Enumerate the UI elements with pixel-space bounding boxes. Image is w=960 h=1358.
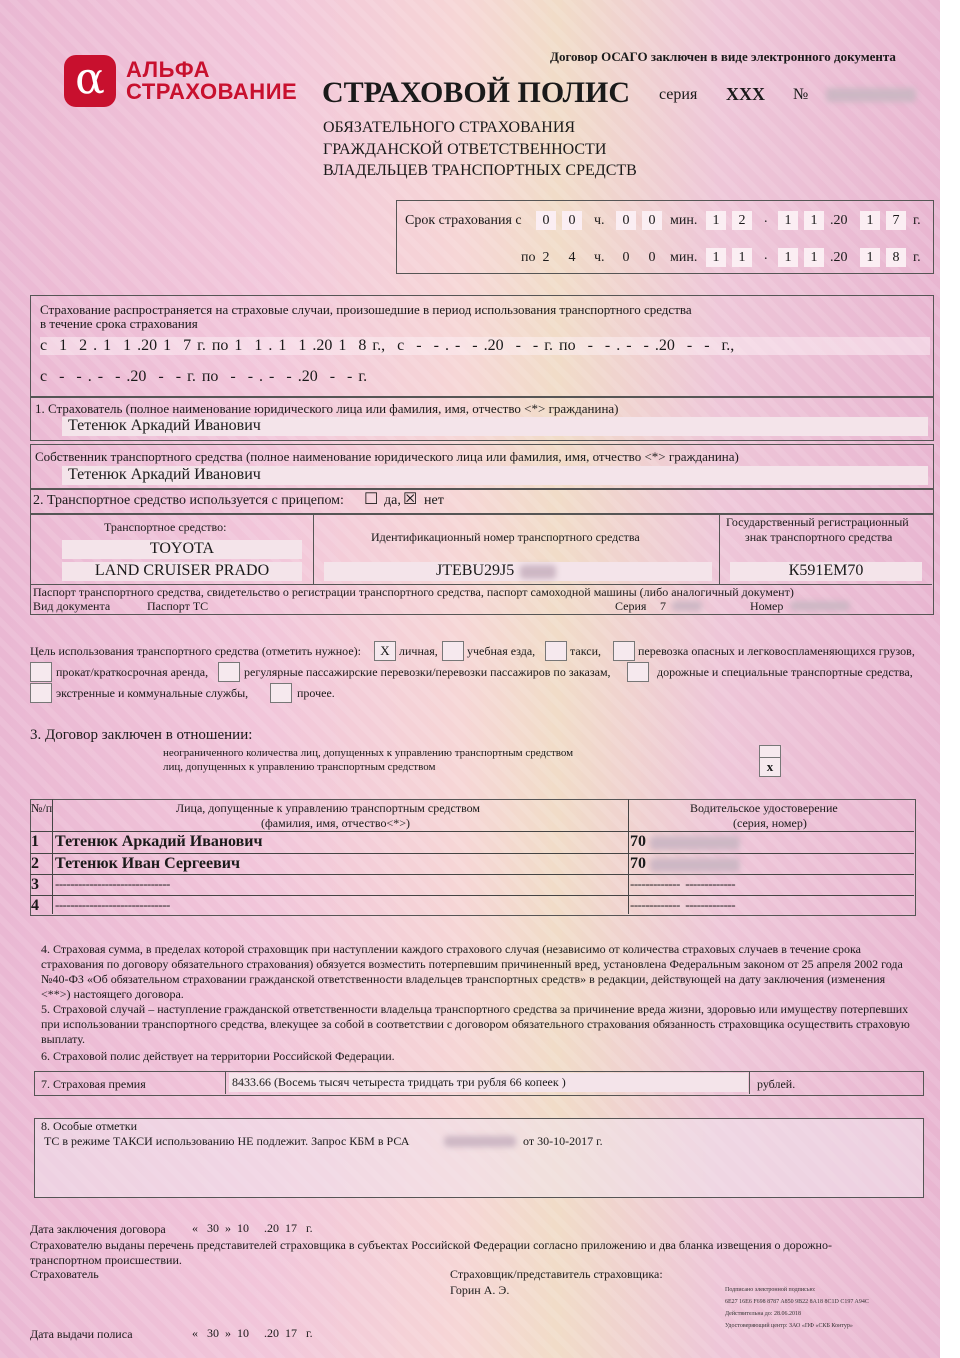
term-to-day-2: 1 bbox=[732, 248, 752, 267]
driver-num: 3 bbox=[31, 876, 39, 893]
purpose-passenger-checkbox[interactable] bbox=[218, 662, 240, 682]
driver-license: 70 bbox=[630, 855, 646, 872]
term-to-hour-label: ч. bbox=[594, 250, 605, 265]
vehicle-col2-header: Идентификационный номер транспортного средства bbox=[371, 530, 640, 544]
term-to-day-1: 1 bbox=[706, 248, 726, 267]
special-notes-text-after: от 30-10-2017 г. bbox=[523, 1134, 603, 1148]
doc-series-redacted bbox=[672, 601, 702, 611]
purpose-emergency-checkbox[interactable] bbox=[30, 683, 52, 703]
license-redacted bbox=[650, 858, 740, 872]
term-from-min-label: мин. bbox=[670, 213, 698, 228]
insured-signature-label: Страхователь bbox=[30, 1267, 99, 1281]
term-to-year-2: 8 bbox=[886, 248, 906, 267]
drivers-col-license-line1: Водительское удостоверение bbox=[690, 801, 838, 815]
issue-date-label: Дата выдачи полиса bbox=[30, 1327, 133, 1341]
doc-number-redacted bbox=[790, 601, 850, 611]
issue-date: « 30 » 10 .20 17 г. bbox=[192, 1326, 313, 1340]
page-title: СТРАХОВОЙ ПОЛИС bbox=[322, 76, 631, 109]
drivers-col-num: №/п bbox=[31, 801, 53, 815]
brand-line1: АЛЬФА bbox=[126, 57, 211, 82]
term-to-year-label: г. bbox=[913, 250, 921, 265]
esign-line2: 6E27 16E6 F698 8787 A850 9B22 8A18 8C1D C197 A94C bbox=[725, 1299, 869, 1305]
contract-date: « 30 » 10 .20 17 г. bbox=[192, 1221, 313, 1235]
driver-name: Тетенюк Аркадий Иванович bbox=[55, 833, 263, 850]
esign-line4: Удостоверяющий центр: ЗАО «ПФ «СКБ Контур» bbox=[725, 1323, 853, 1329]
term-from-hour-1: 0 bbox=[536, 211, 556, 230]
driver-name: Тетенюк Иван Сергеевич bbox=[55, 855, 240, 872]
vehicle-model: LAND CRUISER PRADO bbox=[62, 562, 302, 581]
purpose-road-checkbox[interactable] bbox=[627, 662, 649, 682]
purpose-personal-checkbox[interactable]: X bbox=[374, 641, 396, 661]
insurer-name: Тетенюк Аркадий Иванович bbox=[62, 417, 928, 436]
term-from-year-prefix: .20 bbox=[830, 213, 848, 228]
purpose-training-checkbox[interactable] bbox=[442, 641, 464, 661]
contract-title: 3. Договор заключен в отношении: bbox=[30, 727, 253, 743]
term-from-year-1: 1 bbox=[860, 211, 880, 230]
term-from-day-2: 2 bbox=[732, 211, 752, 230]
subtitle-3: ВЛАДЕЛЬЦЕВ ТРАНСПОРТНЫХ СРЕДСТВ bbox=[323, 162, 637, 179]
clause-4: 4. Страховая сумма, в пределах которой страховщик при наступлении каждого страхового случая (независимо от количества страховых случаев в течение срока страхования по договору обязательного страхования) обязуется возместить потерпевшим причиненный вред, установлена Федеральным законом от 25 апреля 2002 года №40-ФЗ «Об обязательном страховании гражданской ответственности владельцев транспортных средств» в редакции, действующей на дату заключения (изменения <**>) настоящего договора. bbox=[41, 942, 903, 1001]
purpose-rental-label: прокат/краткосрочная аренда, bbox=[56, 665, 209, 679]
purpose-dangerous-checkbox[interactable] bbox=[613, 641, 635, 661]
usage-period-row1: с 1 2 . 1 1 .20 1 7 г. по 1 1 . 1 1 .20 1 8 г., с - - . - - .20 - - г. по - - . - - .20 - - г., bbox=[40, 337, 930, 355]
term-from-hour-label: ч. bbox=[594, 213, 605, 228]
driver-license: 70 bbox=[630, 833, 646, 850]
insurer-label: 1. Страхователь (полное наименование юридического лица или фамилия, имя, отчество <*> гражданина) bbox=[35, 401, 619, 416]
purpose-label: Цель использования транспортного средства (отметить нужное): bbox=[30, 644, 361, 658]
owner-label: Собственник транспортного средства (полное наименование юридического лица или фамилия, имя, отчество <*> гражданина) bbox=[35, 449, 739, 464]
vehicle-col1-header: Транспортное средство: bbox=[104, 520, 227, 534]
vehicle-vin-field bbox=[324, 562, 712, 581]
term-to-year-1: 1 bbox=[860, 248, 880, 267]
subtitle-2: ГРАЖДАНСКОЙ ОТВЕТСТВЕННОСТИ bbox=[323, 141, 607, 158]
series-label: серия bbox=[659, 86, 698, 103]
term-to-year-prefix: .20 bbox=[830, 250, 848, 265]
vehicle-vin: JTEBU29J5 bbox=[436, 562, 515, 579]
vin-redacted bbox=[520, 565, 556, 579]
trailer-yes-label: да, bbox=[384, 493, 401, 508]
term-to-hour-2: 4 bbox=[568, 250, 576, 265]
premium-label: 7. Страховая премия bbox=[41, 1077, 146, 1091]
purpose-other-label: прочее. bbox=[297, 686, 335, 700]
vehicle-make: TOYOTA bbox=[62, 540, 302, 559]
trailer-label: 2. Транспортное средство используется с прицепом: bbox=[33, 493, 344, 508]
vehicle-col3-header-line1: Государственный регистрационный bbox=[726, 515, 909, 529]
premium-value: 8433.66 (Восемь тысяч четыреста тридцать три рубля 66 копеек ) bbox=[229, 1073, 748, 1092]
driver-license: ------------- ------------- bbox=[630, 897, 736, 912]
term-to-min-label: мин. bbox=[670, 250, 698, 265]
term-from-month-1: 1 bbox=[778, 211, 798, 230]
drivers-col-name-line2: (фамилия, имя, отчество<*>) bbox=[261, 816, 411, 830]
purpose-other-checkbox[interactable] bbox=[270, 683, 292, 703]
premium-unit: рублей. bbox=[757, 1077, 796, 1091]
term-from-day-1: 1 bbox=[706, 211, 726, 230]
purpose-taxi-checkbox[interactable] bbox=[545, 641, 567, 661]
term-to-min-1: 0 bbox=[622, 250, 630, 265]
doc-type-label: Вид документа bbox=[33, 599, 111, 613]
purpose-taxi-label: такси, bbox=[570, 644, 601, 658]
contract-opt1: неограниченного количества лиц, допущенных к управлению транспортным средством bbox=[163, 747, 574, 759]
kbm-request-redacted bbox=[444, 1136, 516, 1147]
doc-series: 7 bbox=[660, 599, 666, 613]
clause-6: 6. Страховой полис действует на территории Российской Федерации. bbox=[41, 1049, 395, 1063]
contract-opt2-checkbox[interactable]: x bbox=[759, 757, 781, 777]
purpose-rental-checkbox[interactable] bbox=[30, 662, 52, 682]
insurer-rep-label: Страховщик/представитель страховщика: bbox=[450, 1267, 663, 1281]
special-notes-label: 8. Особые отметки bbox=[41, 1119, 137, 1133]
brand-line2: СТРАХОВАНИЕ bbox=[126, 79, 298, 104]
driver-name: ------------------------------ bbox=[55, 897, 170, 912]
term-from-label: Срок страхования с bbox=[405, 213, 522, 228]
special-notes-box bbox=[34, 1118, 924, 1198]
purpose-dangerous-label: перевозка опасных и легковоспламеняющихся грузов, bbox=[638, 644, 915, 658]
vehicle-doc-note: Паспорт транспортного средства, свидетельство о регистрации транспортного средства, паспорт самоходной машины (либо аналогичный документ) bbox=[33, 585, 794, 599]
doc-type: Паспорт ТС bbox=[147, 599, 209, 613]
term-from-year-2: 7 bbox=[886, 211, 906, 230]
term-to-label: по bbox=[521, 250, 536, 265]
trailer-yes-checkbox[interactable]: ☐ bbox=[364, 491, 379, 508]
purpose-personal-label: личная, bbox=[399, 644, 438, 658]
term-from-min-2: 0 bbox=[642, 211, 662, 230]
clause-5: 5. Страховой случай – наступление гражданской ответственности владельца транспортного средства за причинение вреда жизни, здоровью или имуществу потерпевших при использовании транспортного средства, влекущее за собой в соответствии с договором обязательного страхования обязанность страховщика осуществить страховую выплату. bbox=[41, 1002, 910, 1046]
drivers-col-license-line2: (серия, номер) bbox=[733, 816, 807, 830]
esign-line3: Действительна до: 28.06.2018 bbox=[725, 1311, 801, 1317]
esign-line1: Подписано электронной подписью: bbox=[725, 1287, 816, 1293]
usage-period-row2: с - - . - - .20 - - г. по - - . - - .20 - - г. bbox=[40, 368, 368, 385]
drivers-col-name-line1: Лица, допущенные к управлению транспортным средством bbox=[176, 801, 481, 815]
company-logo bbox=[64, 55, 314, 110]
esign-block bbox=[725, 1286, 869, 1331]
trailer-no-label: нет bbox=[424, 493, 444, 508]
trailer-no-checkbox[interactable]: ☒ bbox=[403, 491, 418, 508]
vehicle-col3-header-line2: знак транспортного средства bbox=[745, 530, 893, 544]
driver-name: ------------------------------ bbox=[55, 876, 170, 891]
driver-license: ------------- ------------- bbox=[630, 876, 736, 891]
alpha-logo-icon: α bbox=[64, 55, 116, 107]
vehicle-plate: К591ЕМ70 bbox=[730, 562, 922, 581]
policy-number-redacted bbox=[826, 88, 916, 102]
term-to-month-1: 1 bbox=[778, 248, 798, 267]
driver-num: 2 bbox=[31, 855, 39, 872]
term-from-year-label: г. bbox=[913, 213, 921, 228]
term-to-min-2: 0 bbox=[648, 250, 656, 265]
term-to-hour-1: 2 bbox=[542, 250, 550, 265]
subtitle-1: ОБЯЗАТЕЛЬНОГО СТРАХОВАНИЯ bbox=[323, 119, 576, 136]
contract-opt2: лиц, допущенных к управлению транспортным средством bbox=[163, 761, 436, 773]
contract-date-label: Дата заключения договора bbox=[30, 1222, 166, 1236]
term-from-hour-2: 0 bbox=[562, 211, 582, 230]
insurance-term-box bbox=[396, 200, 934, 274]
driver-num: 4 bbox=[31, 897, 39, 914]
number-label: № bbox=[793, 86, 809, 103]
doc-series-label: Серия bbox=[615, 599, 647, 613]
term-from-min-1: 0 bbox=[616, 211, 636, 230]
series-value: ХХХ bbox=[726, 84, 765, 104]
license-redacted bbox=[650, 836, 740, 850]
term-to-month-2: 1 bbox=[804, 248, 824, 267]
doc-number-label: Номер bbox=[750, 599, 784, 613]
insurer-rep-name: Горин А. Э. bbox=[450, 1283, 510, 1297]
electronic-contract-note: Договор ОСАГО заключен в виде электронного документа bbox=[550, 49, 896, 64]
term-from-month-2: 1 bbox=[804, 211, 824, 230]
purpose-passenger-label: регулярные пассажирские перевозки/перевозки пассажиров по заказам, bbox=[244, 665, 611, 679]
reps-note: Страхователю выданы перечень представителей страховщика в субъектах Российской Федерации согласно приложению и два бланка извещения о дорожно-транспортном происшествии. bbox=[30, 1238, 832, 1267]
driver-num: 1 bbox=[31, 833, 39, 850]
special-notes-text-before: ТС в режиме ТАКСИ использованию НЕ подлежит. Запрос КБМ в РСА bbox=[44, 1134, 410, 1148]
purpose-training-label: учебная езда, bbox=[467, 644, 536, 658]
owner-name: Тетенюк Аркадий Иванович bbox=[62, 466, 928, 485]
usage-intro-line1: Страхование распространяется на страховые случаи, произошедшие в период использования транспортного средства bbox=[40, 302, 692, 317]
purpose-emergency-label: экстренные и коммунальные службы, bbox=[56, 686, 249, 700]
purpose-road-label: дорожные и специальные транспортные средства, bbox=[657, 665, 913, 679]
usage-intro-line2: в течение срока страхования bbox=[40, 316, 198, 331]
